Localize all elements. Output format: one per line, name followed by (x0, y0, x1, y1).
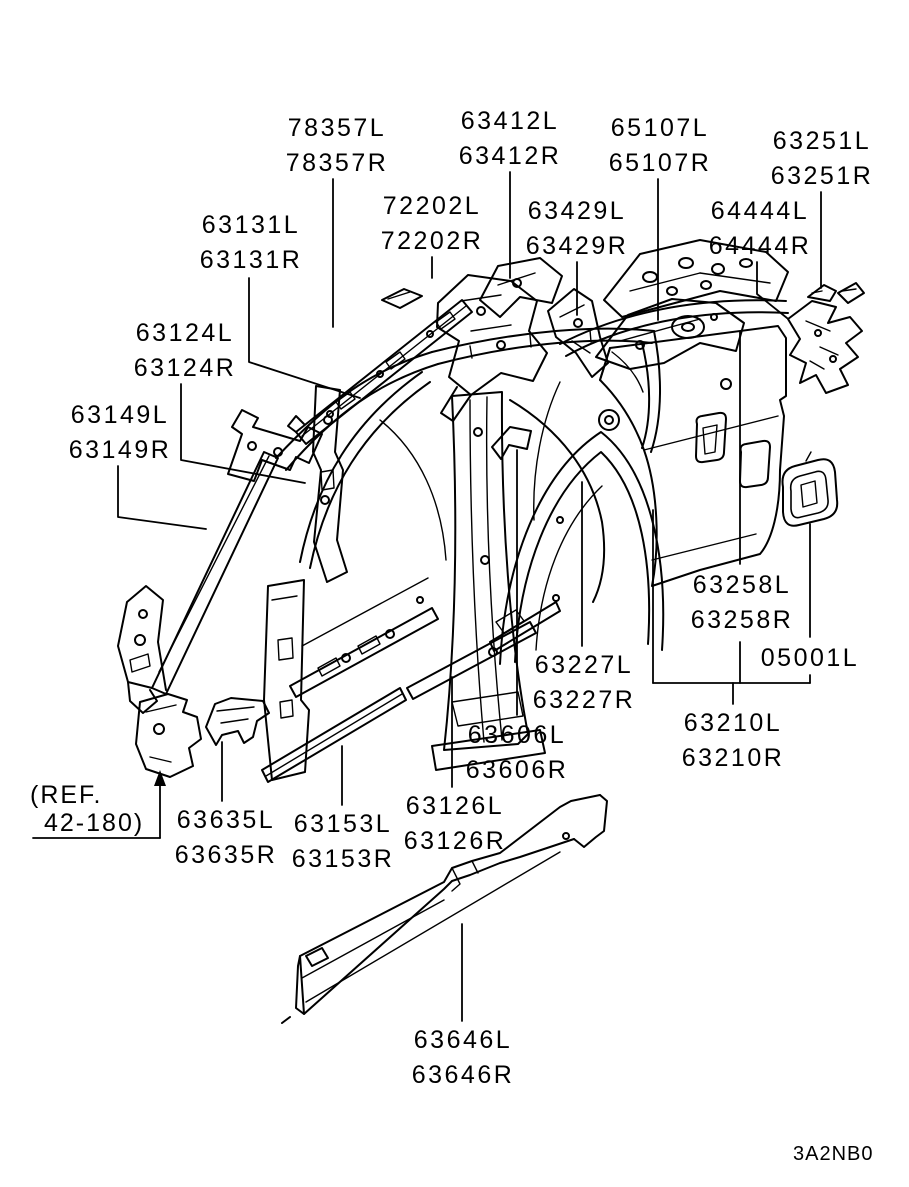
part-label-63149: 63149L 63149R (68, 401, 172, 464)
part-label-63251: 63251L 63251R (770, 127, 874, 190)
part-label-65107: 65107L 65107R (608, 114, 712, 177)
part-label-63635: 63635L 63635R (174, 806, 278, 869)
part-label-63227: 63227L 63227R (532, 651, 636, 714)
part-clip-63251 (808, 283, 864, 303)
part-label-63412: 63412L 63412R (458, 107, 562, 170)
part-bracket-64444 (788, 301, 862, 393)
part-label-63646: 63646L 63646R (411, 1026, 515, 1089)
part-label-63126: 63126L 63126R (403, 792, 507, 855)
part-label-63258: 63258L 63258R (690, 571, 794, 634)
reference-note: (REF. 42-180) (30, 781, 145, 837)
part-label-63429: 63429L 63429R (525, 197, 629, 260)
leader-63131 (249, 278, 360, 398)
part-label-72202: 72202L 72202R (380, 192, 484, 255)
part-label-64444: 64444L 64444R (708, 197, 812, 260)
part-brace-63429 (548, 289, 608, 377)
part-sill-front-bracket-63635 (206, 698, 269, 745)
part-quarter-panel-63210 (600, 326, 786, 586)
part-label-63153: 63153L 63153R (291, 810, 395, 873)
part-cowl-side-ref (136, 694, 201, 777)
part-label-63606: 63606L 63606R (465, 721, 569, 784)
part-label-05001: 05001L (760, 644, 860, 672)
part-label-78357: 78357L 78357R (285, 114, 389, 177)
part-label-63210: 63210L 63210R (681, 709, 785, 772)
leader-64444 (757, 262, 787, 318)
part-label-63131: 63131L 63131R (199, 211, 303, 274)
drawing-code: 3A2NB0 (793, 1143, 874, 1165)
part-fuel-lid-05001 (783, 452, 838, 526)
part-rail-72202 (437, 275, 547, 421)
part-label-63124: 63124L 63124R (133, 319, 237, 382)
leader-63149 (118, 466, 206, 529)
part-roof-rail-78357 (288, 300, 472, 444)
